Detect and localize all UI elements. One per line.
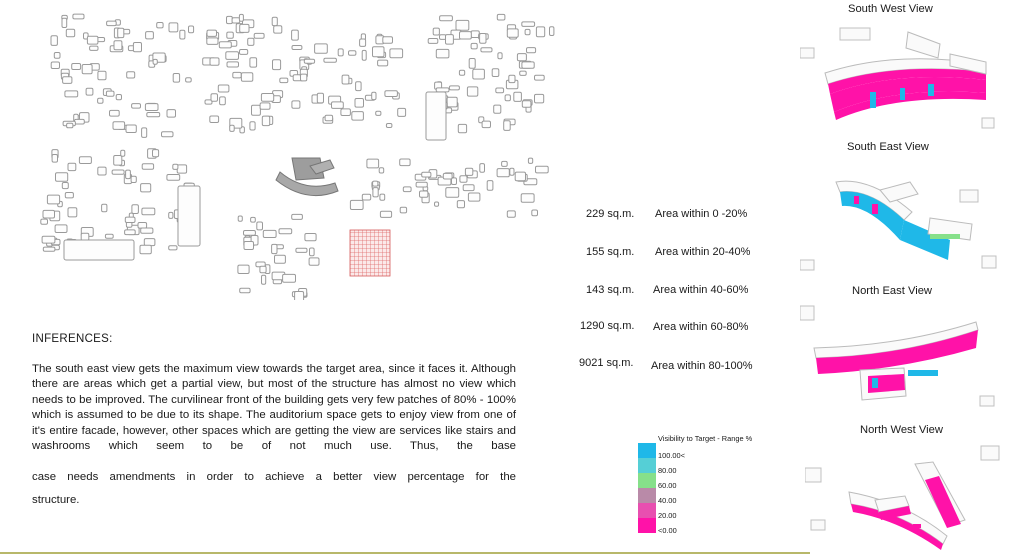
map-building: [142, 164, 153, 170]
map-building: [379, 168, 384, 173]
map-building: [449, 86, 459, 90]
north-west-view-render: [805, 440, 1005, 552]
map-building: [465, 168, 472, 175]
map-building: [250, 58, 257, 67]
map-building: [252, 105, 261, 115]
map-building: [56, 173, 68, 182]
inferences-heading: INFERENCES:: [32, 333, 113, 345]
map-building: [550, 27, 554, 36]
map-building: [132, 104, 141, 109]
map-building: [435, 202, 439, 206]
map-building: [471, 43, 477, 49]
map-building: [260, 266, 266, 273]
map-building: [467, 87, 477, 96]
map-building: [262, 275, 266, 284]
map-building: [226, 52, 239, 60]
map-building: [471, 31, 479, 38]
map-building: [383, 37, 393, 43]
map-building: [169, 23, 178, 32]
north-east-view-render: [800, 300, 1000, 408]
inferences-paragraph-line-3: structure.: [32, 494, 80, 506]
map-building: [400, 159, 410, 166]
map-building: [480, 164, 485, 173]
map-building: [145, 104, 158, 111]
legend-label: 20.00: [658, 511, 677, 520]
map-building: [310, 248, 315, 256]
map-building: [416, 182, 427, 187]
map-building: [292, 30, 299, 40]
map-building: [244, 242, 254, 250]
map-building: [211, 94, 218, 102]
map-building: [497, 169, 509, 177]
map-building: [446, 35, 454, 45]
map-building: [514, 92, 522, 101]
map-building: [144, 239, 155, 246]
map-building: [125, 230, 136, 235]
map-building: [254, 33, 264, 38]
stat-value: 1290 sq.m.: [580, 320, 635, 332]
map-building: [240, 50, 248, 55]
map-building: [295, 292, 304, 301]
map-building: [376, 111, 381, 115]
map-building: [147, 113, 160, 117]
map-building: [447, 97, 457, 107]
map-building: [436, 88, 449, 92]
stat-label: Area within 40-60%: [653, 284, 749, 296]
map-building: [126, 170, 131, 179]
map-building: [141, 228, 153, 233]
legend-label: 100.00<: [658, 451, 685, 460]
map-building: [140, 245, 151, 253]
map-building: [468, 193, 480, 201]
legend-label: 80.00: [658, 466, 677, 475]
map-building: [283, 274, 296, 282]
map-building: [141, 184, 151, 192]
map-building: [65, 193, 73, 198]
map-building: [525, 29, 530, 34]
map-building: [355, 99, 364, 108]
map-building: [422, 172, 431, 177]
legend-swatch-0: [638, 518, 656, 533]
map-building: [210, 116, 219, 123]
legend-swatch-100: [638, 443, 656, 458]
map-building: [105, 234, 113, 238]
map-building: [240, 288, 250, 293]
map-building: [456, 20, 469, 30]
map-building: [360, 39, 366, 46]
map-building: [272, 244, 277, 253]
map-building: [378, 60, 388, 66]
map-building: [292, 46, 302, 50]
legend-swatch-60: [638, 473, 656, 488]
map-building: [373, 188, 378, 197]
map-building: [463, 185, 474, 191]
map-building: [460, 176, 467, 182]
map-building: [65, 91, 78, 97]
map-building: [186, 78, 192, 82]
map-building: [522, 22, 535, 27]
map-building: [517, 54, 526, 61]
map-building: [398, 108, 406, 116]
map-building: [169, 212, 173, 218]
map-building: [535, 75, 545, 80]
stat-label: Area within 20-40%: [655, 246, 751, 258]
map-building: [350, 200, 363, 209]
map-building: [157, 23, 163, 28]
view-title-south-east: South East View: [847, 141, 929, 153]
map-building: [68, 208, 77, 217]
map-building: [251, 217, 256, 222]
map-building: [41, 219, 48, 224]
map-building: [62, 18, 67, 27]
map-building: [332, 102, 344, 109]
legend-swatch-20: [638, 503, 656, 518]
map-building: [238, 265, 249, 273]
map-building: [238, 216, 242, 221]
map-building: [492, 69, 499, 77]
map-building: [380, 211, 391, 217]
surrounding-buildings: [41, 14, 554, 300]
map-building: [521, 194, 534, 203]
map-building: [385, 91, 398, 97]
map-building: [110, 110, 120, 116]
map-building: [452, 178, 457, 185]
map-building: [64, 240, 134, 260]
map-building: [248, 38, 254, 45]
map-building: [292, 214, 303, 219]
map-building: [146, 32, 154, 39]
map-building: [341, 109, 351, 116]
legend-label: <0.00: [658, 526, 677, 535]
map-building: [87, 36, 98, 44]
map-building: [497, 14, 505, 20]
map-building: [239, 14, 243, 21]
map-building: [98, 98, 103, 103]
stat-value: 143 sq.m.: [586, 284, 635, 296]
map-building: [349, 51, 356, 56]
map-building: [338, 49, 343, 56]
map-building: [106, 91, 114, 96]
map-building: [443, 173, 452, 179]
map-building: [66, 29, 74, 36]
map-building: [90, 46, 98, 50]
map-building: [469, 59, 475, 69]
map-building: [261, 94, 273, 102]
map-building: [233, 72, 241, 78]
map-building: [178, 186, 200, 246]
map-building: [153, 59, 157, 64]
map-building: [535, 94, 544, 103]
map-building: [227, 32, 234, 38]
map-building: [481, 48, 492, 52]
map-building: [180, 30, 185, 39]
bottom-rule: [0, 552, 810, 554]
map-building: [79, 157, 91, 164]
map-building: [67, 123, 73, 128]
map-building: [43, 210, 55, 218]
map-building: [325, 115, 333, 121]
map-building: [173, 74, 179, 83]
inferences-paragraph-line-2: case needs amendments in order to achieve a better view percentage for the: [32, 471, 516, 483]
map-building: [527, 48, 536, 53]
map-building: [207, 30, 217, 36]
map-building: [51, 36, 57, 46]
map-building: [324, 58, 337, 62]
south-west-view-render: [800, 18, 1000, 130]
map-building: [496, 88, 504, 93]
map-building: [275, 255, 286, 263]
map-building: [433, 28, 439, 35]
map-building: [459, 70, 464, 75]
map-building: [262, 116, 269, 126]
map-building: [55, 225, 67, 233]
map-building: [380, 194, 385, 200]
map-building: [73, 14, 84, 19]
map-building: [507, 29, 518, 37]
proposed-building: [276, 158, 338, 196]
map-building: [400, 207, 406, 213]
map-building: [250, 122, 255, 130]
map-building: [121, 150, 125, 156]
stat-label: Area within 80-100%: [651, 360, 753, 372]
map-building: [177, 165, 186, 173]
map-building: [207, 38, 218, 45]
map-building: [142, 208, 155, 215]
map-building: [131, 176, 136, 182]
map-building: [373, 181, 378, 186]
map-building: [133, 43, 141, 52]
map-building: [169, 246, 177, 250]
stat-value: 9021 sq.m.: [579, 357, 634, 369]
map-building: [189, 26, 194, 33]
map-building: [260, 103, 270, 109]
map-building: [47, 195, 59, 204]
map-building: [502, 161, 508, 166]
map-building: [274, 26, 282, 33]
map-building: [153, 150, 159, 157]
map-building: [510, 168, 514, 175]
inferences-paragraph: The south east view gets the maximum view towards the target area, since it faces it. Although there are areas which get a partial view, but most of the structure has almost no view which needs to be improved. The curvilinear front of the building gets very few patches of 80% - 100% which is assumed to be due to its shape. The auditorium space gets to enjoy view from one of it's entire facade, however, other spaces which are getting the view are services like stairs and washrooms which seem to be of not much use. Thus, the base: [32, 363, 516, 453]
stat-label: Area within 0 -20%: [655, 208, 748, 220]
map-building: [301, 74, 307, 81]
map-building: [446, 188, 459, 198]
map-building: [367, 159, 379, 168]
map-building: [498, 53, 502, 59]
map-building: [279, 229, 292, 234]
map-building: [509, 75, 515, 82]
map-building: [167, 175, 180, 181]
map-building: [218, 85, 229, 92]
map-building: [102, 204, 107, 212]
map-building: [309, 258, 319, 265]
map-building: [458, 124, 466, 132]
map-building: [51, 62, 59, 69]
map-building: [356, 82, 362, 91]
map-building: [440, 16, 453, 21]
map-building: [315, 44, 328, 53]
map-building: [473, 69, 485, 79]
map-building: [42, 236, 55, 243]
map-building: [494, 105, 501, 113]
map-building: [114, 41, 122, 50]
map-building: [292, 101, 300, 108]
map-building: [220, 97, 226, 105]
map-building: [219, 42, 231, 48]
map-building: [126, 125, 136, 133]
map-building: [62, 183, 68, 189]
map-building: [305, 234, 316, 241]
map-building: [520, 71, 527, 75]
legend-title: Visibility to Target - Range %: [658, 434, 753, 443]
map-building: [272, 17, 277, 25]
map-building: [113, 122, 125, 130]
map-building: [132, 205, 139, 214]
map-building: [504, 121, 511, 131]
map-building: [317, 93, 323, 103]
map-building: [142, 128, 147, 137]
map-building: [173, 164, 178, 169]
target-area-grid: [350, 230, 390, 276]
map-building: [420, 191, 428, 197]
map-building: [428, 39, 438, 44]
map-building: [167, 110, 176, 118]
stat-value: 155 sq.m.: [586, 246, 635, 258]
legend-label: 60.00: [658, 481, 677, 490]
map-building: [386, 124, 392, 128]
map-building: [98, 71, 106, 79]
map-building: [82, 65, 92, 74]
south-east-view-render: [800, 160, 1000, 272]
map-building: [125, 217, 135, 222]
map-building: [127, 72, 135, 78]
map-building: [54, 53, 60, 59]
map-building: [244, 231, 256, 236]
map-building: [528, 158, 532, 163]
map-building: [112, 170, 124, 174]
view-title-south-west: South West View: [848, 3, 933, 15]
map-building: [505, 95, 510, 101]
map-building: [482, 121, 490, 128]
legend-swatch-40: [638, 488, 656, 503]
map-building: [81, 233, 89, 240]
view-title-north-east: North East View: [852, 285, 933, 297]
map-building: [138, 223, 147, 229]
map-building: [536, 27, 544, 37]
map-building: [257, 222, 263, 230]
map-building: [43, 247, 55, 251]
map-building: [457, 201, 464, 208]
map-building: [372, 92, 376, 99]
legend-label: 40.00: [658, 496, 677, 505]
map-building: [362, 50, 366, 60]
map-building: [114, 156, 122, 166]
map-building: [304, 59, 314, 63]
map-building: [342, 75, 349, 84]
map-building: [227, 16, 233, 23]
map-building: [68, 163, 76, 170]
map-building: [352, 112, 364, 121]
map-building: [75, 119, 85, 124]
map-building: [273, 60, 281, 70]
map-building: [240, 24, 249, 32]
map-building: [296, 248, 307, 252]
site-plan-map: [30, 8, 570, 300]
map-building: [263, 230, 276, 237]
map-building: [52, 155, 57, 163]
map-building: [536, 166, 549, 173]
stat-value: 229 sq.m.: [586, 208, 635, 220]
map-building: [72, 64, 81, 70]
map-building: [373, 47, 385, 57]
map-building: [107, 21, 117, 26]
map-building: [162, 132, 174, 137]
map-building: [241, 73, 252, 82]
map-building: [522, 101, 531, 108]
map-building: [86, 88, 93, 95]
map-building: [98, 167, 106, 175]
map-building: [436, 49, 449, 58]
map-building: [232, 18, 240, 23]
view-title-north-west: North West View: [860, 424, 943, 436]
map-building: [480, 34, 486, 44]
map-building: [227, 62, 239, 67]
map-building: [63, 77, 72, 84]
map-building: [515, 172, 525, 181]
map-building: [210, 58, 219, 65]
map-building: [487, 181, 493, 191]
stat-label: Area within 60-80%: [653, 321, 749, 333]
legend-swatch-80: [638, 458, 656, 473]
map-building: [280, 78, 288, 83]
map-building: [507, 211, 515, 217]
map-building: [403, 187, 411, 192]
map-building: [118, 28, 124, 37]
map-building: [116, 95, 121, 100]
map-building: [426, 92, 446, 140]
map-building: [230, 125, 235, 131]
map-building: [362, 194, 370, 200]
map-building: [522, 62, 534, 68]
map-building: [390, 49, 403, 58]
map-building: [460, 32, 472, 39]
map-building: [532, 210, 538, 216]
